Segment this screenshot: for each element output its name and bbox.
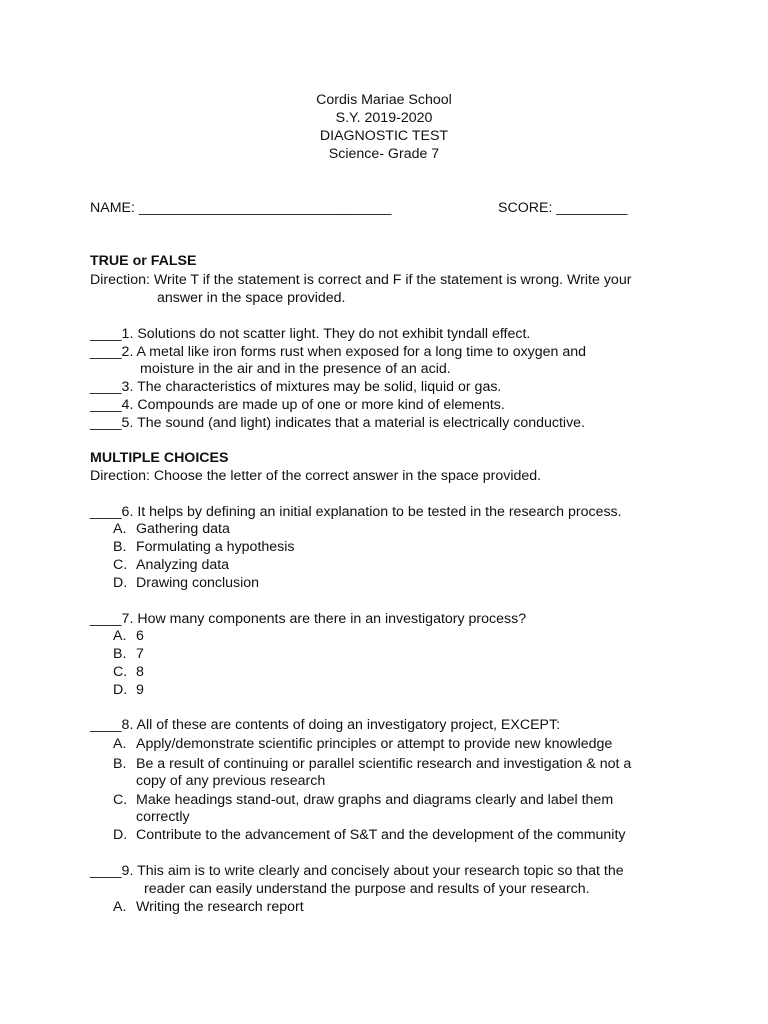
q6-option-b: B. Formulating a hypothesis <box>113 539 295 555</box>
name-field[interactable]: NAME: ________________________________ <box>90 200 392 216</box>
school-name: Cordis Mariae School <box>316 92 452 108</box>
q8-option-a: A. Apply/demonstrate scientific principles or attempt to provide new knowledge <box>113 736 613 752</box>
q6-option-d: D. Drawing conclusion <box>113 575 260 591</box>
score-field[interactable]: SCORE: _________ <box>498 200 628 216</box>
tf-item-2-continued: moisture in the air and in the presence of an acid. <box>140 361 451 377</box>
test-title: DIAGNOSTIC TEST <box>319 128 449 144</box>
section-title-multiple-choices: MULTIPLE CHOICES <box>90 450 229 466</box>
mc-question-9-continued: reader can easily understand the purpose and results of your research. <box>144 881 590 897</box>
tf-item-1: ____1. Solutions do not scatter light. They do not exhibit tyndall effect. <box>90 326 531 342</box>
q7-option-b: B. 7 <box>113 646 144 662</box>
mc-question-7: ____7. How many components are there in an investigatory process? <box>90 611 527 627</box>
subject-grade: Science- Grade 7 <box>328 146 440 162</box>
q7-option-c: C. 8 <box>113 664 144 680</box>
q8-option-c: C. Make headings stand-out, draw graphs and diagrams clearly and label them <box>113 792 614 808</box>
tf-item-5: ____5. The sound (and light) indicates that a material is electrically conductive. <box>90 415 585 431</box>
mc-question-8: ____8. All of these are contents of doing an investigatory project, EXCEPT: <box>90 717 561 733</box>
q8-option-b-continued: copy of any previous research <box>136 773 326 789</box>
name-score-row <box>90 200 690 218</box>
q6-option-c: C. Analyzing data <box>113 557 230 573</box>
tf-direction-line-1: Direction: Write T if the statement is correct and F if the statement is wrong. Write your <box>90 272 632 288</box>
q7-option-d: D. 9 <box>113 682 144 698</box>
q6-option-a: A. Gathering data <box>113 521 230 537</box>
tf-direction-line-2: answer in the space provided. <box>157 290 346 306</box>
q7-option-a: A. 6 <box>113 628 144 644</box>
q8-option-c-continued: correctly <box>136 809 190 825</box>
mc-question-9: ____9. This aim is to write clearly and concisely about your research topic so that the <box>90 863 624 879</box>
mc-direction: Direction: Choose the letter of the correct answer in the space provided. <box>90 468 542 484</box>
q9-option-a: A. Writing the research report <box>113 899 304 915</box>
tf-item-4: ____4. Compounds are made up of one or more kind of elements. <box>90 397 505 413</box>
mc-question-6: ____6. It helps by defining an initial explanation to be tested in the research process. <box>90 504 622 520</box>
q8-option-b: B. Be a result of continuing or parallel scientific research and investigation & not a <box>113 756 632 772</box>
school-year: S.Y. 2019-2020 <box>335 110 433 126</box>
tf-item-2: ____2. A metal like iron forms rust when exposed for a long time to oxygen and <box>90 344 587 360</box>
tf-item-3: ____3. The characteristics of mixtures may be solid, liquid or gas. <box>90 379 502 395</box>
document-header <box>0 92 768 164</box>
q8-option-d: D. Contribute to the advancement of S&T and the development of the community <box>113 827 626 843</box>
section-title-true-false: TRUE or FALSE <box>90 253 197 269</box>
